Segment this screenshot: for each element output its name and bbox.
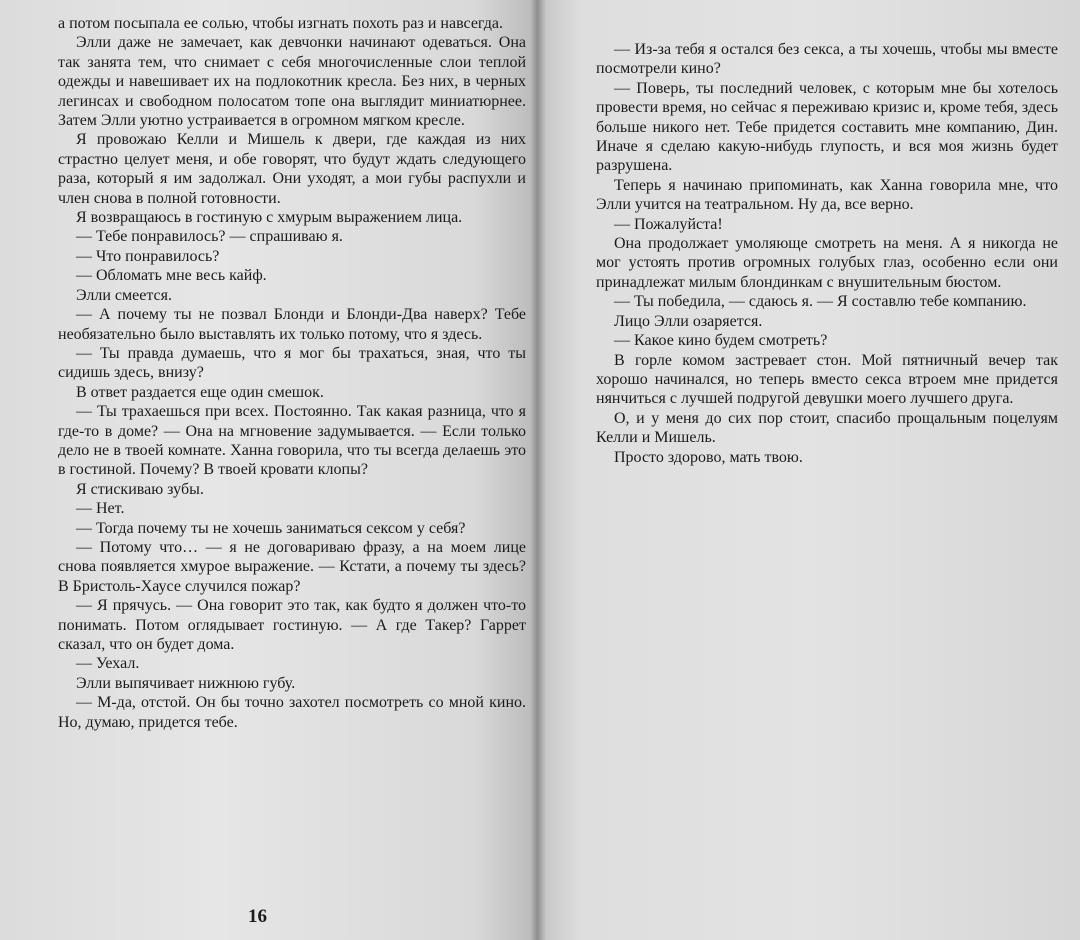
paragraph: — Пожалуйста!: [614, 215, 723, 233]
paragraph: — Потому что… — я не договариваю фразу, а на моем лице снова появляется хмурое выражение. — Кстати, а почему ты здесь? В Бристоль-Хаусе случился пожар?: [58, 538, 526, 595]
paragraph: — Ты трахаешься при всех. Постоянно. Так какая разница, что я где-то в доме? — Она на мгновение задумывается. — Если только дело не в твоей комнате. Ханна говорила, что ты всегда делаешь это в гостиной. Почему? В твоей кровати клопы?: [58, 403, 526, 479]
right-page: [538, 0, 1080, 940]
paragraph: Элли выпячивает нижнюю губу.: [76, 674, 296, 692]
paragraph: В ответ раздается еще один смешок.: [76, 383, 324, 401]
paragraph: О, и у меня до сих пор стоит, спасибо прощальным поцелуям Келли и Мишель.: [596, 409, 1058, 447]
paragraph: Я стискиваю зубы.: [76, 480, 204, 498]
paragraph: Элли смеется.: [76, 286, 172, 304]
left-page-text: [58, 14, 526, 732]
paragraph: Я провожаю Келли и Мишель к двери, где каждая из них страстно целует меня, и обе говорят, что будут ждать следующего раза, который я им задолжал. Они уходят, а мои губы распухли и член снова в полной готовности.: [58, 131, 526, 207]
paragraph: а потом посыпала ее солью, чтобы изгнать похоть раз и навсегда.: [58, 15, 503, 32]
paragraph: — Нет.: [76, 500, 125, 518]
left-page: [0, 0, 538, 940]
paragraph: — Обломать мне весь кайф.: [76, 267, 267, 285]
paragraph: Теперь я начинаю припоминать, как Ханна говорила мне, что Элли учится на театральном. Ну да, все верно.: [596, 176, 1058, 214]
paragraph: — М-да, отстой. Он бы точно захотел посмотреть со мной кино. Но, думаю, придется тебе.: [58, 694, 526, 731]
paragraph: — А почему ты не позвал Блонди и Блонди-Два наверх? Тебе необязательно было выставлять их только потому, что я здесь.: [58, 306, 526, 343]
paragraph: — Ты победила, — сдаюсь я. — Я составлю тебе компанию.: [614, 293, 1027, 311]
paragraph: Я возвращаюсь в гостиную с хмурым выражением лица.: [76, 209, 463, 227]
paragraph: — Я прячусь. — Она говорит это так, как будто я должен что-то понимать. Потом оглядывает гостиную. — А где Такер? Гаррет сказал, что он будет дома.: [58, 597, 526, 653]
paragraph: — Поверь, ты последний человек, с которым мне бы хотелось провести время, но сейчас я переживаю кризис и, кроме тебя, здесь больше никого нет. Тебе придется составить мне компанию, Дин. Иначе я сделаю какую-нибудь глупость, и вся моя жизнь будет разрушена.: [596, 79, 1058, 175]
paragraph: — Из-за тебя я остался без секса, а ты хочешь, чтобы мы вместе посмотрели кино?: [596, 41, 1058, 78]
paragraph: — Что понравилось?: [76, 247, 220, 265]
paragraph: Элли даже не замечает, как девчонки начинают одеваться. Она так занята тем, что снимает с себя многочисленные слои теплой одежды и навешивает их на подлокотник кресла. Без них, в черных легинсах и свободном полосатом топе она выглядит миниатюрнее. Затем Элли уютно устраивается в огромном мягком кресле.: [58, 34, 526, 130]
paragraph: Лицо Элли озаряется.: [614, 312, 763, 330]
book-spine-shadow: [530, 0, 546, 940]
paragraph: Она продолжает умоляюще смотреть на меня. А я никогда не мог устоять против огромных голубых глаз, особенно если они принадлежат милым блондинкам с внушительным бюстом.: [596, 235, 1058, 291]
right-page-text: [596, 40, 1058, 467]
paragraph: — Тебе понравилось? — спрашиваю я.: [76, 228, 343, 246]
paragraph: — Уехал.: [76, 655, 140, 673]
paragraph: — Тогда почему ты не хочешь заниматься сексом у себя?: [76, 519, 466, 537]
paragraph: — Ты правда думаешь, что я мог бы трахаться, зная, что ты сидишь здесь, внизу?: [58, 344, 526, 382]
paragraph: В горле комом застревает стон. Мой пятничный вечер так хорошо начинался, но теперь вместо секса втроем мне придется нянчиться с лучшей подругой девушки моего лучшего друга.: [596, 351, 1058, 408]
page-number: 16: [248, 906, 267, 927]
paragraph: Просто здорово, мать твою.: [614, 448, 803, 466]
paragraph: — Какое кино будем смотреть?: [614, 332, 828, 350]
